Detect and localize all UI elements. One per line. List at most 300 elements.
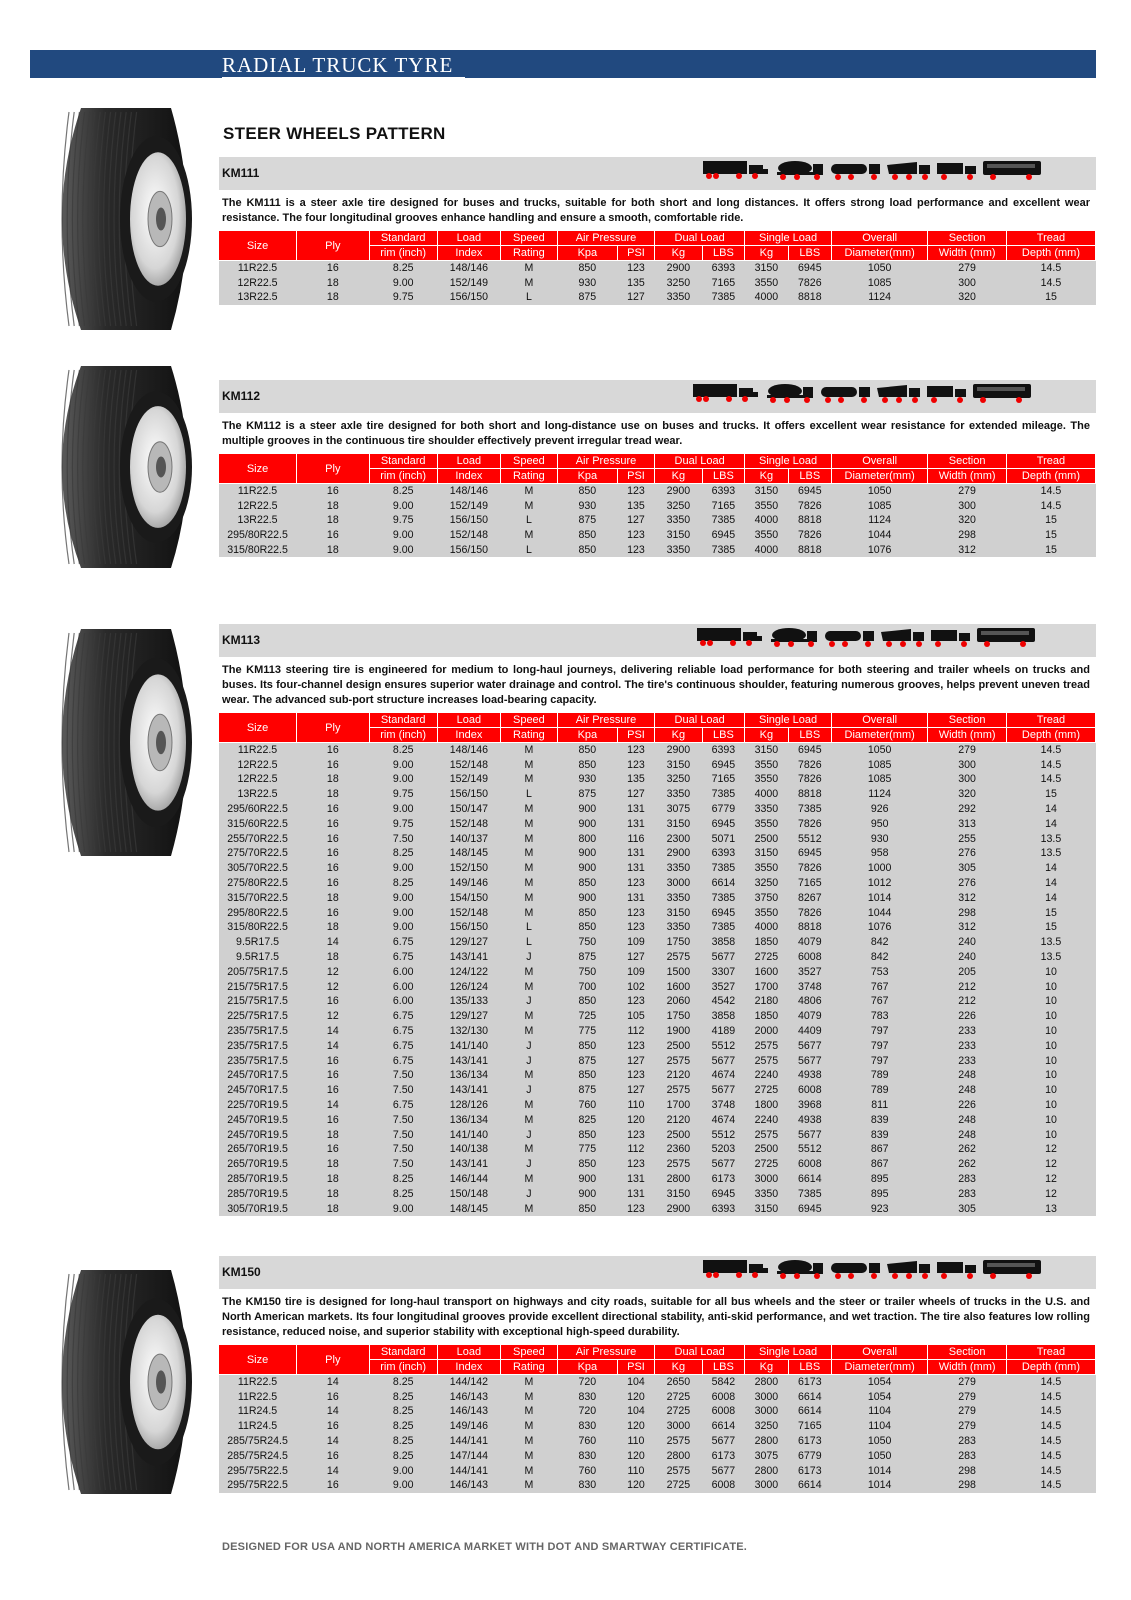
table-cell: 750	[557, 964, 617, 979]
table-cell: 143/141	[437, 1053, 500, 1068]
table-cell: 6945	[788, 743, 831, 758]
table-cell: 8.25	[369, 876, 437, 891]
table-cell: 15	[1006, 513, 1095, 528]
table-cell: 226	[928, 1098, 1007, 1113]
table-cell: 6393	[702, 846, 744, 861]
table-cell: 305/70R22.5	[219, 861, 297, 876]
table-cell: 3550	[745, 757, 788, 772]
semi-truck-icon	[697, 626, 763, 653]
table-cell: 2120	[655, 1068, 703, 1083]
table-cell: 18	[297, 1127, 369, 1142]
table-cell: 1104	[832, 1404, 928, 1419]
table-cell: M	[500, 964, 557, 979]
table-cell: 1750	[655, 1009, 703, 1024]
table-cell: L	[500, 935, 557, 950]
table-cell: M	[500, 1463, 557, 1478]
table-cell: 275/70R22.5	[219, 846, 297, 861]
table-cell: M	[500, 816, 557, 831]
table-cell: 6173	[702, 1172, 744, 1187]
dump-truck-icon	[877, 382, 921, 409]
table-cell: 128/126	[437, 1098, 500, 1113]
table-cell: 3250	[745, 1419, 788, 1434]
table-cell: L	[500, 513, 557, 528]
col-air-pressure: Air Pressure	[557, 454, 654, 469]
table-cell: 875	[557, 787, 617, 802]
table-cell: 14	[297, 1375, 369, 1390]
table-cell: 120	[617, 1389, 654, 1404]
table-cell: 148/146	[437, 743, 500, 758]
table-cell: 850	[557, 528, 617, 543]
table-cell: 120	[617, 1419, 654, 1434]
table-cell: 5677	[702, 1434, 744, 1449]
table-cell: 1850	[745, 935, 788, 950]
table-cell: 225/70R19.5	[219, 1098, 297, 1113]
table-cell: 140/137	[437, 831, 500, 846]
table-cell: 123	[617, 528, 654, 543]
table-cell: 16	[297, 484, 369, 499]
table-cell: 285/70R19.5	[219, 1186, 297, 1201]
semi-truck-icon	[703, 159, 769, 186]
semi-truck-icon	[693, 382, 759, 409]
table-row	[219, 1112, 1096, 1127]
table-cell: 3350	[655, 543, 703, 558]
table-cell: 18	[297, 1186, 369, 1201]
box-truck-icon	[937, 1258, 977, 1285]
table-cell: M	[500, 1142, 557, 1157]
table-cell: 276	[928, 876, 1007, 891]
table-cell: 315/60R22.5	[219, 816, 297, 831]
table-cell: 245/70R17.5	[219, 1083, 297, 1098]
table-cell: 279	[928, 1419, 1007, 1434]
table-cell: 124/122	[437, 964, 500, 979]
table-cell: 3000	[745, 1478, 788, 1493]
table-cell: 720	[557, 1404, 617, 1419]
col-speed: Speed	[500, 713, 557, 728]
col-standard: Standard	[369, 231, 437, 246]
table-cell: 3858	[702, 935, 744, 950]
table-cell: 14.5	[1006, 1463, 1095, 1478]
vehicle-icons	[703, 162, 1043, 186]
table-cell: 110	[617, 1463, 654, 1478]
table-cell: 248	[928, 1112, 1007, 1127]
table-cell: 3000	[745, 1172, 788, 1187]
col-single-load: Single Load	[745, 231, 832, 246]
table-cell: 152/150	[437, 861, 500, 876]
table-cell: 123	[617, 1127, 654, 1142]
table-cell: 7826	[788, 757, 831, 772]
table-cell: 10	[1006, 1068, 1095, 1083]
tanker-truck-icon	[825, 626, 875, 653]
table-cell: 9.00	[369, 1478, 437, 1493]
col-tread: Tread	[1006, 231, 1095, 246]
table-cell: 850	[557, 1157, 617, 1172]
table-cell: 8.25	[369, 1419, 437, 1434]
col-speed: Speed	[500, 454, 557, 469]
table-cell: 3075	[745, 1448, 788, 1463]
table-cell: J	[500, 950, 557, 965]
table-cell: 900	[557, 802, 617, 817]
table-cell: 298	[928, 905, 1007, 920]
table-cell: 9.00	[369, 920, 437, 935]
table-cell: 131	[617, 861, 654, 876]
model-name: KM112	[222, 389, 261, 403]
table-cell: 18	[297, 290, 369, 305]
tyre-image-km113	[51, 625, 203, 860]
table-row	[219, 513, 1096, 528]
table-cell: 775	[557, 1024, 617, 1039]
table-cell: 4189	[702, 1024, 744, 1039]
model-description: The KM111 is a steer axle tire designed for buses and trucks, suitable for both short and long distances. It offers strong load performance and excellent wear resistance. The four longitudinal grooves enhance handling and ensure a smooth, comfortable ride.	[222, 197, 1090, 224]
table-cell: 127	[617, 1053, 654, 1068]
table-cell: 7.50	[369, 1112, 437, 1127]
table-cell: M	[500, 890, 557, 905]
table-row	[219, 1157, 1096, 1172]
table-cell: 14.5	[1006, 484, 1095, 499]
table-row	[219, 950, 1096, 965]
table-cell: 131	[617, 1186, 654, 1201]
table-cell: 109	[617, 935, 654, 950]
table-cell: 1014	[832, 1463, 928, 1478]
table-cell: 5512	[702, 1127, 744, 1142]
table-row	[219, 1083, 1096, 1098]
table-cell: 3350	[655, 290, 703, 305]
table-cell: 842	[832, 935, 928, 950]
table-cell: 7385	[702, 290, 744, 305]
table-cell: 7385	[702, 890, 744, 905]
table-cell: 8.25	[369, 1375, 437, 1390]
table-cell: 3250	[745, 876, 788, 891]
table-cell: 215/75R17.5	[219, 994, 297, 1009]
table-cell: 830	[557, 1389, 617, 1404]
table-cell: 4806	[788, 994, 831, 1009]
table-cell: M	[500, 275, 557, 290]
table-cell: 14	[1006, 802, 1095, 817]
table-cell: 14	[297, 1404, 369, 1419]
col-overall: Overall	[832, 231, 928, 246]
table-cell: 3527	[702, 979, 744, 994]
table-cell: M	[500, 905, 557, 920]
col-dual-load: Dual Load	[655, 1345, 745, 1360]
table-cell: 6.75	[369, 1038, 437, 1053]
tanker-truck-icon	[831, 159, 881, 186]
table-cell: 12R22.5	[219, 772, 297, 787]
table-cell: 136/134	[437, 1112, 500, 1127]
table-cell: 116	[617, 831, 654, 846]
tyre-image-km150	[51, 1266, 203, 1498]
table-cell: 850	[557, 1127, 617, 1142]
table-row	[219, 528, 1096, 543]
table-cell: 143/141	[437, 1083, 500, 1098]
table-cell: 141/140	[437, 1038, 500, 1053]
table-cell: 5677	[702, 1053, 744, 1068]
table-row	[219, 920, 1096, 935]
table-cell: 767	[832, 979, 928, 994]
table-row	[219, 787, 1096, 802]
table-cell: 135/133	[437, 994, 500, 1009]
table-cell: 312	[928, 890, 1007, 905]
table-cell: 320	[928, 290, 1007, 305]
table-cell: 8818	[788, 787, 831, 802]
table-cell: 8.25	[369, 261, 437, 276]
table-cell: 233	[928, 1038, 1007, 1053]
spec-table: Size Ply Standard Load Speed Air Pressure Dual Load Single Load Overall Section Tread rim (inch) Index Rating Kpa PSI Kg LBS Kg LBS Diameter(mm) Width (mm) Depth (mm) 11R22.5 16 8.25 148/146 M 850 123 2900 6393 3150 6945 1050 279 14.5 12R22.5 18 9.00 152/149 M 930 135 3250 7165 3550 7826 1085 300 14.5 13R22.5 18 9.75 156/150 L 875 127 3350 7385 4000 8818 1124 320 15	[219, 231, 1096, 305]
table-cell: 1700	[655, 1098, 703, 1113]
table-cell: 5677	[702, 950, 744, 965]
table-cell: 15	[1006, 290, 1095, 305]
table-cell: 850	[557, 1201, 617, 1216]
table-cell: 11R22.5	[219, 261, 297, 276]
table-cell: 797	[832, 1053, 928, 1068]
table-cell: 5677	[788, 1053, 831, 1068]
table-cell: 2240	[745, 1112, 788, 1127]
table-cell: 6945	[788, 484, 831, 499]
table-cell: 14.5	[1006, 261, 1095, 276]
table-cell: 3150	[655, 1186, 703, 1201]
table-cell: 255	[928, 831, 1007, 846]
table-cell: 3150	[745, 743, 788, 758]
table-cell: 3250	[655, 498, 703, 513]
table-row	[219, 1448, 1096, 1463]
table-cell: 14	[297, 1038, 369, 1053]
table-cell: 8.25	[369, 1186, 437, 1201]
table-cell: 127	[617, 290, 654, 305]
table-cell: 3527	[788, 964, 831, 979]
table-cell: 285/70R19.5	[219, 1172, 297, 1187]
table-cell: 6173	[788, 1434, 831, 1449]
table-cell: 1050	[832, 1448, 928, 1463]
table-cell: 4079	[788, 935, 831, 950]
table-cell: 6173	[788, 1375, 831, 1390]
table-row	[219, 743, 1096, 758]
table-cell: 110	[617, 1098, 654, 1113]
table-cell: 13R22.5	[219, 513, 297, 528]
table-cell: 10	[1006, 1098, 1095, 1113]
table-cell: 1044	[832, 905, 928, 920]
table-cell: 18	[297, 1157, 369, 1172]
table-cell: 18	[297, 543, 369, 558]
table-cell: 135	[617, 772, 654, 787]
table-cell: 1600	[745, 964, 788, 979]
table-cell: 123	[617, 920, 654, 935]
table-cell: M	[500, 1419, 557, 1434]
table-cell: M	[500, 757, 557, 772]
table-cell: J	[500, 1157, 557, 1172]
table-cell: 131	[617, 890, 654, 905]
table-cell: 279	[928, 743, 1007, 758]
table-cell: M	[500, 876, 557, 891]
table-cell: 1050	[832, 484, 928, 499]
table-cell: 120	[617, 1478, 654, 1493]
table-cell: 12R22.5	[219, 498, 297, 513]
table-cell: 225/75R17.5	[219, 1009, 297, 1024]
table-cell: 7826	[788, 528, 831, 543]
table-cell: 3000	[745, 1404, 788, 1419]
table-cell: 233	[928, 1053, 1007, 1068]
table-cell: 295/60R22.5	[219, 802, 297, 817]
table-cell: 300	[928, 757, 1007, 772]
table-cell: 112	[617, 1142, 654, 1157]
table-cell: 2500	[655, 1127, 703, 1142]
table-cell: 11R24.5	[219, 1419, 297, 1434]
table-cell: 9.00	[369, 890, 437, 905]
table-cell: 156/150	[437, 787, 500, 802]
table-cell: 7826	[788, 905, 831, 920]
table-cell: 5512	[788, 831, 831, 846]
table-cell: 1600	[655, 979, 703, 994]
table-cell: M	[500, 772, 557, 787]
col-dual-load: Dual Load	[655, 231, 745, 246]
table-cell: 1124	[832, 513, 928, 528]
table-cell: 235/75R17.5	[219, 1038, 297, 1053]
table-cell: 3250	[655, 275, 703, 290]
table-cell: 279	[928, 1389, 1007, 1404]
table-cell: 215/75R17.5	[219, 979, 297, 994]
table-cell: 725	[557, 1009, 617, 1024]
table-cell: 147/144	[437, 1448, 500, 1463]
table-cell: 3150	[655, 816, 703, 831]
table-cell: M	[500, 1068, 557, 1083]
table-cell: 18	[297, 498, 369, 513]
table-cell: 11R22.5	[219, 1375, 297, 1390]
table-cell: 7165	[788, 1419, 831, 1434]
table-cell: 1014	[832, 1478, 928, 1493]
table-cell: 7385	[702, 513, 744, 528]
table-cell: 9.00	[369, 275, 437, 290]
table-row	[219, 1009, 1096, 1024]
col-size: Size	[219, 231, 297, 261]
table-cell: 9.00	[369, 543, 437, 558]
table-cell: 10	[1006, 1127, 1095, 1142]
table-cell: 16	[297, 905, 369, 920]
table-cell: 6614	[788, 1404, 831, 1419]
table-cell: 5203	[702, 1142, 744, 1157]
table-cell: 143/141	[437, 1157, 500, 1172]
table-row	[219, 484, 1096, 499]
concrete-mixer-icon	[765, 382, 815, 409]
table-cell: 6614	[788, 1172, 831, 1187]
table-cell: 4000	[745, 513, 788, 528]
table-cell: 120	[617, 1448, 654, 1463]
table-cell: 18	[297, 513, 369, 528]
section-km113	[219, 624, 1096, 1216]
table-cell: J	[500, 1186, 557, 1201]
table-cell: 3550	[745, 861, 788, 876]
table-cell: 800	[557, 831, 617, 846]
table-cell: 6008	[788, 950, 831, 965]
table-cell: 146/143	[437, 1404, 500, 1419]
table-cell: 265/70R19.5	[219, 1142, 297, 1157]
table-cell: 7826	[788, 772, 831, 787]
table-cell: 13.5	[1006, 846, 1095, 861]
table-cell: 10	[1006, 1024, 1095, 1039]
model-description: The KM113 steering tire is engineered for medium to long-haul journeys, delivering reliable load performance for both steering and trailer wheels on trucks and buses. Its four-channel design ensures superior water drainage and control. The tire's continuous shoulder, featuring numerous grooves, helps prevent uneven tread wear. The advanced sub-port structure increases load-bearing capacity.	[222, 664, 1090, 706]
table-cell: 146/143	[437, 1389, 500, 1404]
table-cell: 320	[928, 513, 1007, 528]
table-cell: L	[500, 787, 557, 802]
table-cell: M	[500, 846, 557, 861]
table-cell: 279	[928, 484, 1007, 499]
table-cell: 16	[297, 861, 369, 876]
table-cell: 143/141	[437, 950, 500, 965]
header-bar	[30, 50, 1096, 78]
table-cell: 7.50	[369, 1157, 437, 1172]
table-cell: 156/150	[437, 543, 500, 558]
table-cell: 1085	[832, 772, 928, 787]
table-cell: 150/148	[437, 1186, 500, 1201]
table-row	[219, 275, 1096, 290]
table-row	[219, 905, 1096, 920]
table-cell: M	[500, 861, 557, 876]
table-cell: 958	[832, 846, 928, 861]
table-cell: M	[500, 484, 557, 499]
table-cell: 7165	[702, 772, 744, 787]
table-cell: 6945	[702, 816, 744, 831]
col-size: Size	[219, 713, 297, 743]
table-cell: 14.5	[1006, 1478, 1095, 1493]
table-cell: 16	[297, 816, 369, 831]
table-cell: 18	[297, 950, 369, 965]
table-cell: 132/130	[437, 1024, 500, 1039]
table-cell: 850	[557, 1038, 617, 1053]
table-cell: 2650	[655, 1375, 703, 1390]
table-row	[219, 1142, 1096, 1157]
table-cell: 2300	[655, 831, 703, 846]
table-cell: 9.00	[369, 757, 437, 772]
table-cell: 283	[928, 1448, 1007, 1463]
table-cell: 123	[617, 1157, 654, 1172]
table-cell: 9.5R17.5	[219, 935, 297, 950]
table-cell: 3748	[702, 1098, 744, 1113]
table-cell: 4000	[745, 787, 788, 802]
model-description: The KM112 is a steer axle tire designed for both short and long-distance use on buses and trucks. It offers excellent wear resistance for extended mileage. The multiple grooves in the continuous tire shoulder effectively prevent irregular tread wear.	[222, 420, 1090, 447]
table-cell: 14.5	[1006, 757, 1095, 772]
table-cell: 6779	[702, 802, 744, 817]
table-cell: 127	[617, 1083, 654, 1098]
table-cell: 6945	[702, 757, 744, 772]
table-cell: 8.25	[369, 846, 437, 861]
table-cell: 7.50	[369, 1083, 437, 1098]
table-cell: 4542	[702, 994, 744, 1009]
table-row	[219, 890, 1096, 905]
table-cell: 2800	[745, 1434, 788, 1449]
table-cell: 14.5	[1006, 743, 1095, 758]
table-cell: 129/127	[437, 1009, 500, 1024]
table-cell: 123	[617, 1038, 654, 1053]
col-ply: Ply	[297, 713, 369, 743]
table-cell: 875	[557, 513, 617, 528]
table-cell: 839	[832, 1127, 928, 1142]
table-cell: 7826	[788, 861, 831, 876]
col-single-load: Single Load	[745, 713, 832, 728]
table-cell: 152/149	[437, 498, 500, 513]
table-cell: 292	[928, 802, 1007, 817]
table-cell: 15	[1006, 787, 1095, 802]
table-cell: 295/80R22.5	[219, 905, 297, 920]
table-cell: 811	[832, 1098, 928, 1113]
table-cell: 12	[1006, 1142, 1095, 1157]
table-cell: 2725	[745, 1157, 788, 1172]
table-cell: M	[500, 802, 557, 817]
table-cell: 127	[617, 787, 654, 802]
table-cell: 156/150	[437, 513, 500, 528]
table-row	[219, 994, 1096, 1009]
table-cell: 3150	[745, 484, 788, 499]
table-cell: 123	[617, 1068, 654, 1083]
table-row	[219, 1172, 1096, 1187]
col-single-load: Single Load	[745, 1345, 832, 1360]
table-cell: M	[500, 1389, 557, 1404]
table-cell: M	[500, 831, 557, 846]
